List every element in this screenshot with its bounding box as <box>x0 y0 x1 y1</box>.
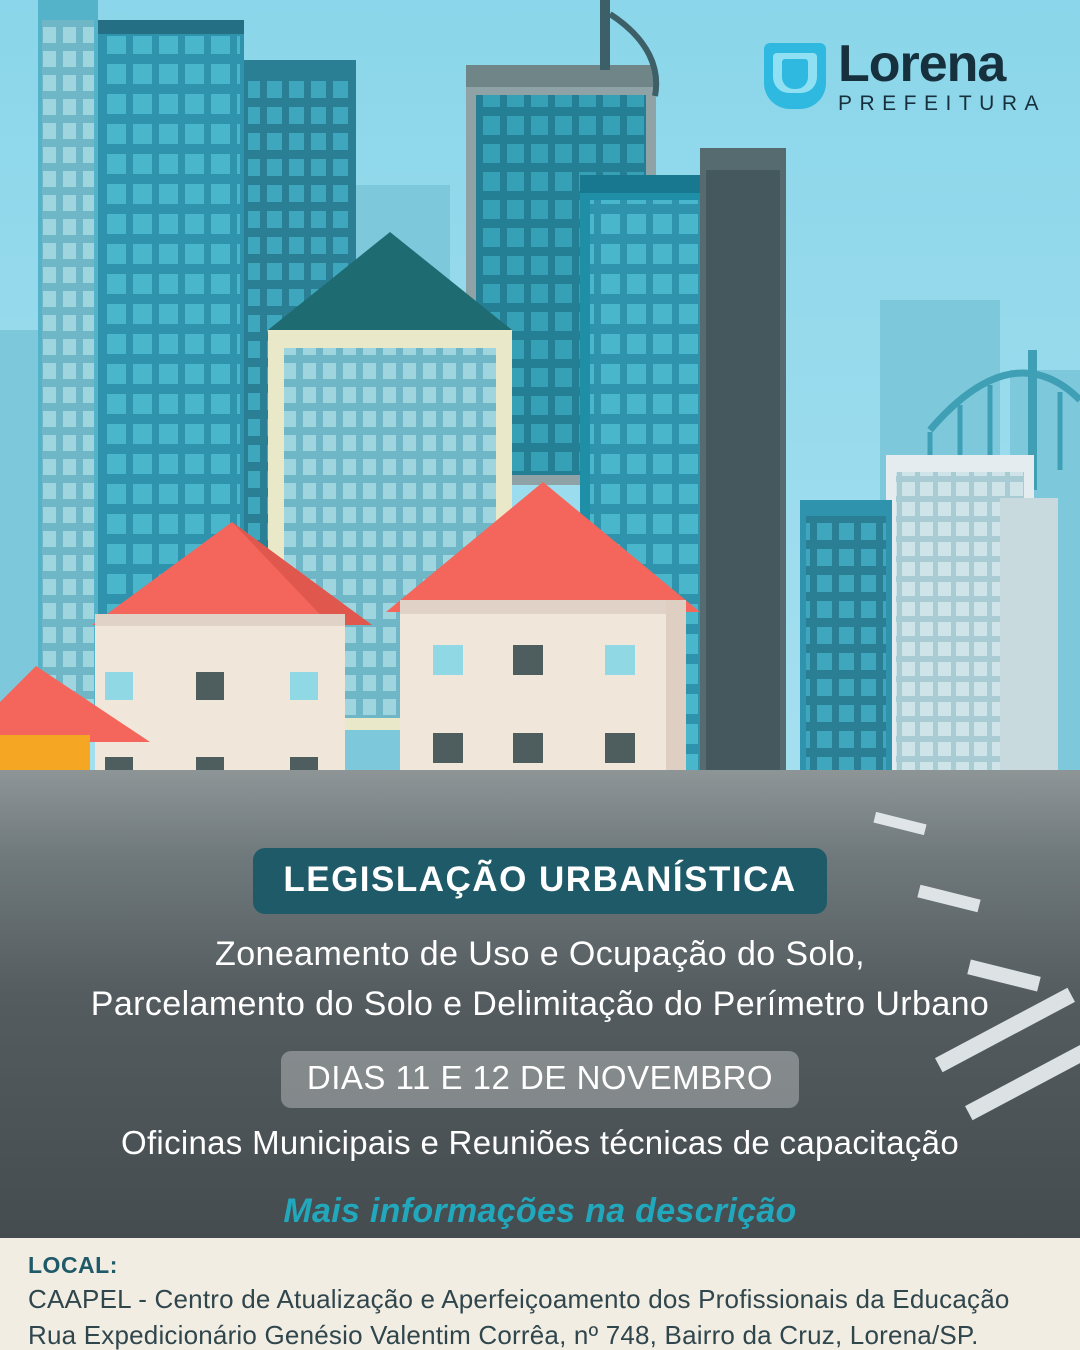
page-title: LEGISLAÇÃO URBANÍSTICA <box>253 848 826 914</box>
footer-venue: CAAPEL - Centro de Atualização e Aperfeiçoamento dos Profissionais da Educação <box>28 1284 1010 1314</box>
road-dash <box>873 812 926 835</box>
workshops-text: Oficinas Municipais e Reuniões técnicas de capacitação <box>121 1123 959 1161</box>
brand-logo <box>764 35 1046 115</box>
footer-address: Rua Expedicionário Genésio Valentim Corrêa, nº 748, Bairro da Cruz, Lorena/SP. <box>28 1320 979 1350</box>
poster-content <box>0 848 1080 1231</box>
subtitle-line-2: Parcelamento do Solo e Delimitação do Perímetro Urbano <box>90 985 990 1024</box>
footer-location <box>0 1238 1080 1350</box>
date-badge: DIAS 11 E 12 DE NOVEMBRO <box>281 1051 799 1108</box>
brand-subtitle: PREFEITURA <box>837 92 1046 115</box>
brand-logo-text <box>837 35 1046 115</box>
more-info-text: Mais informações na descrição <box>283 1191 797 1230</box>
city-shield-icon <box>764 43 826 109</box>
footer-label: LOCAL: <box>28 1252 118 1278</box>
subtitle-line-1: Zoneamento de Uso e Ocupação do Solo, <box>215 935 865 973</box>
brand-name: Lorena <box>837 35 1006 93</box>
